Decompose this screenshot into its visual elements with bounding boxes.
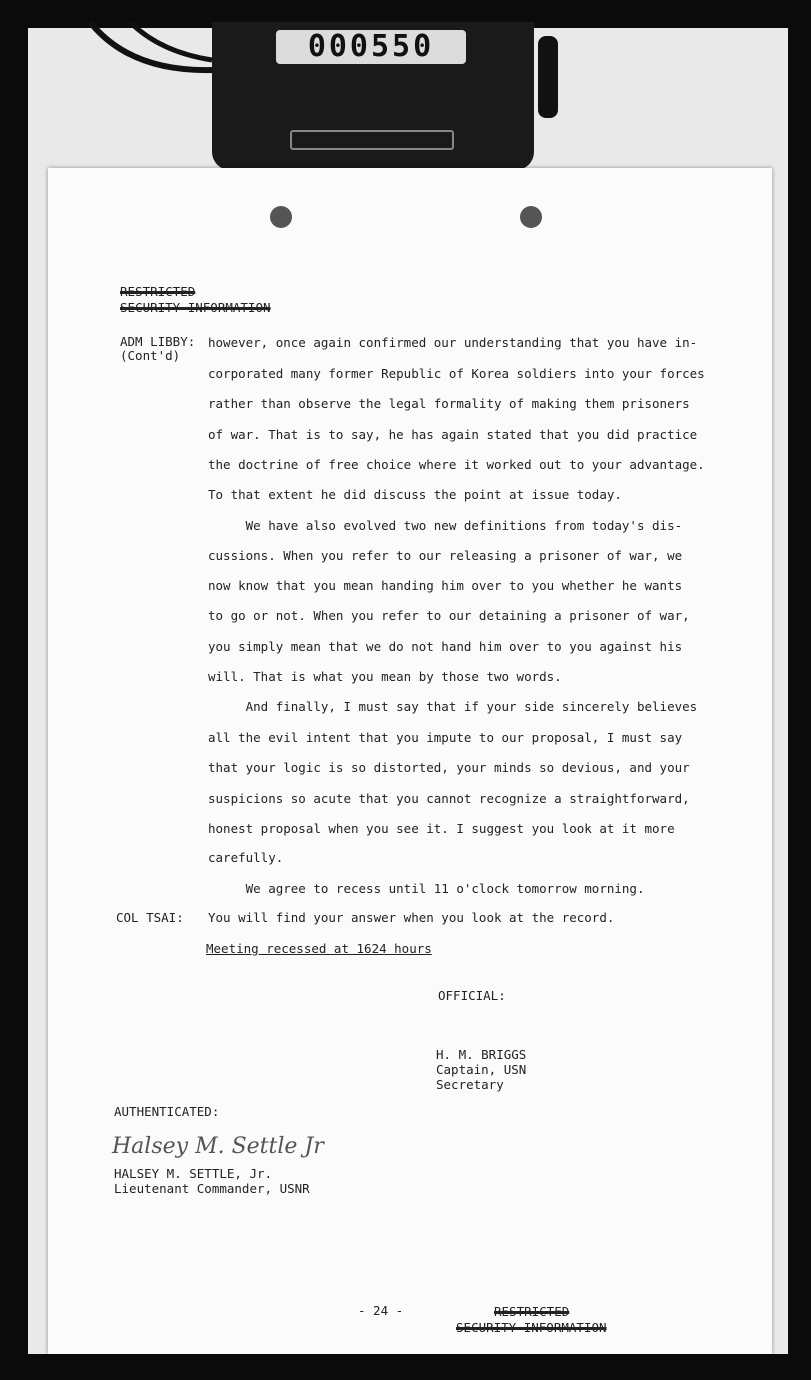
official-rank: Captain, USN <box>436 1062 527 1077</box>
body-line: corporated many former Republic of Korea soldiers into your forces <box>208 366 705 381</box>
body-line: now know that you mean handing him over to you whether he wants <box>208 578 683 593</box>
body-line: suspicions so acute that you cannot recognize a straightforward, <box>208 791 690 806</box>
footer-classification-restricted: RESTRICTED <box>494 1304 570 1319</box>
body-line: to go or not. When you refer to our detaining a prisoner of war, <box>208 608 690 623</box>
official-label: OFFICIAL: <box>438 988 506 1003</box>
punch-hole-right <box>520 206 542 228</box>
body-line: We agree to recess until 11 o'clock tomorrow morning. <box>208 881 645 896</box>
body-line: of war. That is to say, he has again stated that you did practice <box>208 427 698 442</box>
body-line: however, once again confirmed our understanding that you have in- <box>208 335 698 350</box>
page-number: - 24 - <box>358 1303 404 1318</box>
body-line: To that extent he did discuss the point at issue today. <box>208 487 622 502</box>
official-title: Secretary <box>436 1077 504 1092</box>
body-line: cussions. When you refer to our releasing a prisoner of war, we <box>208 548 683 563</box>
tsai-statement: You will find your answer when you look at the record. <box>208 910 615 925</box>
speaker-libby-contd: (Cont'd) <box>120 348 181 363</box>
recess-note: Meeting recessed at 1624 hours <box>206 941 432 956</box>
header-classification-security: SECURITY INFORMATION <box>120 300 271 315</box>
authenticator-rank: Lieutenant Commander, USNR <box>114 1181 310 1196</box>
body-line: And finally, I must say that if your side sincerely believes <box>208 699 698 714</box>
authenticated-label: AUTHENTICATED: <box>114 1104 220 1119</box>
frame-counter-number: 000550 <box>276 30 466 64</box>
footer-classification-security: SECURITY INFORMATION <box>456 1320 607 1335</box>
official-name: H. M. BRIGGS <box>436 1047 527 1062</box>
body-line: all the evil intent that you impute to our proposal, I must say <box>208 730 683 745</box>
punch-hole-left <box>270 206 292 228</box>
body-line: rather than observe the legal formality of making them prisoners <box>208 396 690 411</box>
body-line: you simply mean that we do not hand him over to you against his <box>208 639 683 654</box>
speaker-libby: ADM LIBBY: <box>120 334 196 349</box>
authenticator-name: HALSEY M. SETTLE, Jr. <box>114 1166 273 1181</box>
speaker-tsai: COL TSAI: <box>116 910 184 925</box>
body-line: the doctrine of free choice where it worked out to your advantage. <box>208 457 705 472</box>
handwritten-signature: Halsey M. Settle Jr <box>112 1134 324 1159</box>
counter-cable <box>90 22 230 102</box>
counter-knob <box>538 36 558 118</box>
body-line: will. That is what you mean by those two words. <box>208 669 562 684</box>
counter-plate <box>290 130 454 150</box>
body-line: We have also evolved two new definitions from today's dis- <box>208 518 683 533</box>
body-line: that your logic is so distorted, your minds so devious, and your <box>208 760 690 775</box>
body-line: honest proposal when you see it. I suggest you look at it more <box>208 821 675 836</box>
header-classification-restricted: RESTRICTED <box>120 284 196 299</box>
body-line: carefully. <box>208 850 284 865</box>
